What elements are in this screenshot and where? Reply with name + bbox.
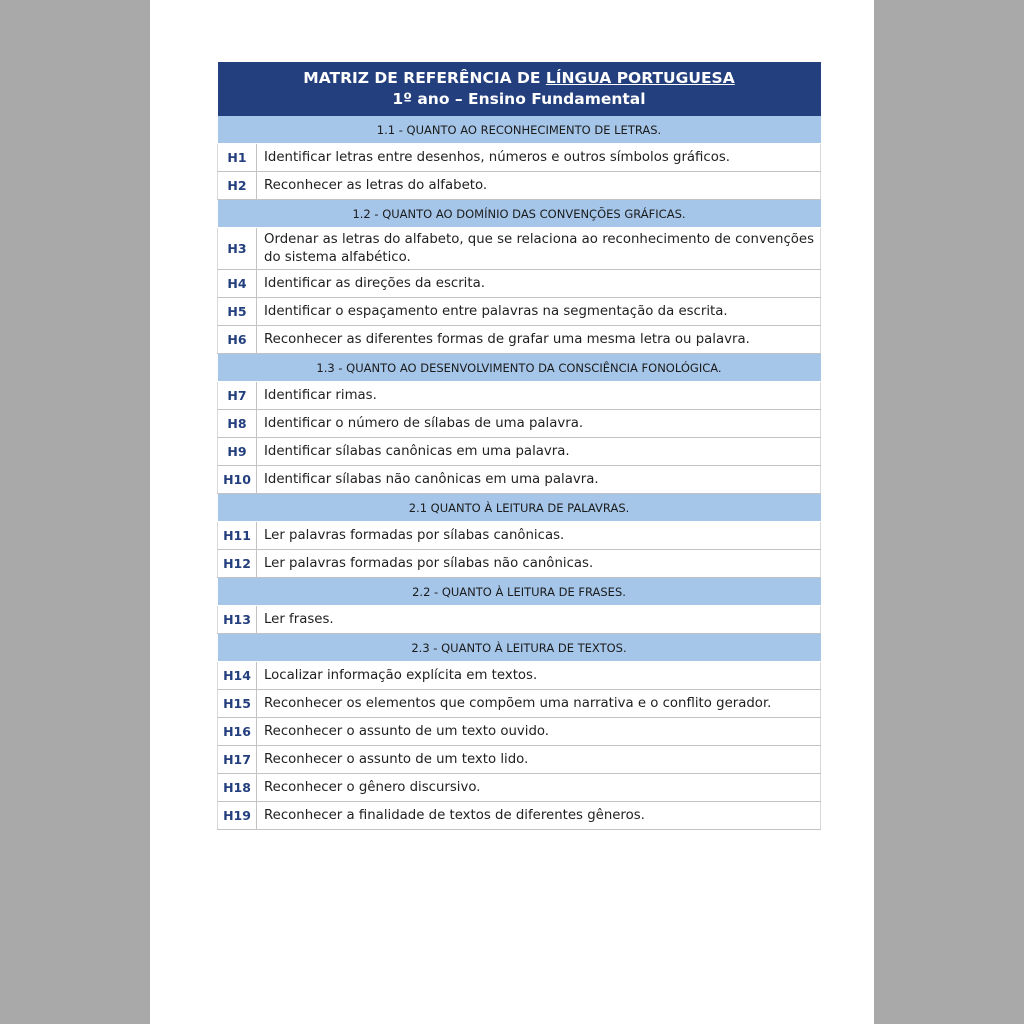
table-row [218,802,821,830]
section-row [218,116,821,144]
skill-description: Reconhecer o gênero discursivo. [257,774,821,802]
matrix-subtitle: 1º ano – Ensino Fundamental [392,90,646,108]
skill-code: H8 [218,410,257,438]
table-row [218,466,821,494]
table-row [218,690,821,718]
skill-description: Reconhecer o assunto de um texto ouvido. [257,718,821,746]
skill-code: H18 [218,774,257,802]
skill-code: H2 [218,172,257,200]
title-prefix: MATRIZ DE REFERÊNCIA DE [303,69,546,87]
table-row [218,718,821,746]
skill-code: H6 [218,326,257,354]
skill-code: H14 [218,662,257,690]
table-row [218,144,821,172]
table-row [218,270,821,298]
skill-description: Ler palavras formadas por sílabas não canônicas. [257,550,821,578]
skill-code: H4 [218,270,257,298]
skill-description: Ordenar as letras do alfabeto, que se relaciona ao reconhecimento de convenções do sistema alfabético. [257,228,821,270]
skill-code: H3 [218,228,257,270]
section-title: 2.3 - QUANTO À LEITURA DE TEXTOS. [218,634,821,662]
skill-description: Identificar sílabas não canônicas em uma palavra. [257,466,821,494]
section-title: 1.3 - QUANTO AO DESENVOLVIMENTO DA CONSCIÊNCIA FONOLÓGICA. [218,354,821,382]
table-row [218,298,821,326]
matrix-title [218,68,821,89]
skill-code: H16 [218,718,257,746]
section-row [218,494,821,522]
skill-description: Reconhecer o assunto de um texto lido. [257,746,821,774]
skill-code: H17 [218,746,257,774]
skill-code: H9 [218,438,257,466]
title-subject: LÍNGUA PORTUGUESA [545,69,735,87]
table-row [218,326,821,354]
table-row [218,774,821,802]
skill-description: Identificar letras entre desenhos, números e outros símbolos gráficos. [257,144,821,172]
skill-description: Identificar o espaçamento entre palavras na segmentação da escrita. [257,298,821,326]
skill-description: Identificar sílabas canônicas em uma palavra. [257,438,821,466]
document-page [150,0,874,1024]
reference-matrix-table [217,62,821,830]
table-row [218,606,821,634]
title-cell [218,62,821,116]
skill-code: H19 [218,802,257,830]
table-row [218,438,821,466]
skill-description: Identificar rimas. [257,382,821,410]
skill-description: Identificar o número de sílabas de uma palavra. [257,410,821,438]
skill-description: Identificar as direções da escrita. [257,270,821,298]
section-title: 2.1 QUANTO À LEITURA DE PALAVRAS. [218,494,821,522]
table-row [218,746,821,774]
skill-code: H10 [218,466,257,494]
section-title: 1.2 - QUANTO AO DOMÍNIO DAS CONVENÇÕES GRÁFICAS. [218,200,821,228]
table-row [218,522,821,550]
skill-code: H7 [218,382,257,410]
skill-description: Localizar informação explícita em textos. [257,662,821,690]
skill-description: Ler palavras formadas por sílabas canônicas. [257,522,821,550]
skill-code: H11 [218,522,257,550]
skill-code: H13 [218,606,257,634]
skill-code: H12 [218,550,257,578]
title-row [218,62,821,116]
skill-code: H15 [218,690,257,718]
table-row [218,172,821,200]
matrix-body [218,62,821,830]
skill-code: H5 [218,298,257,326]
skill-code: H1 [218,144,257,172]
skill-description: Reconhecer a finalidade de textos de diferentes gêneros. [257,802,821,830]
skill-description: Reconhecer as letras do alfabeto. [257,172,821,200]
section-row [218,354,821,382]
skill-description: Reconhecer as diferentes formas de grafar uma mesma letra ou palavra. [257,326,821,354]
table-row [218,410,821,438]
skill-description: Ler frases. [257,606,821,634]
section-row [218,578,821,606]
skill-description: Reconhecer os elementos que compõem uma narrativa e o conflito gerador. [257,690,821,718]
table-row [218,550,821,578]
table-row [218,228,821,270]
section-row [218,200,821,228]
table-row [218,662,821,690]
section-title: 1.1 - QUANTO AO RECONHECIMENTO DE LETRAS. [218,116,821,144]
section-row [218,634,821,662]
table-row [218,382,821,410]
section-title: 2.2 - QUANTO À LEITURA DE FRASES. [218,578,821,606]
